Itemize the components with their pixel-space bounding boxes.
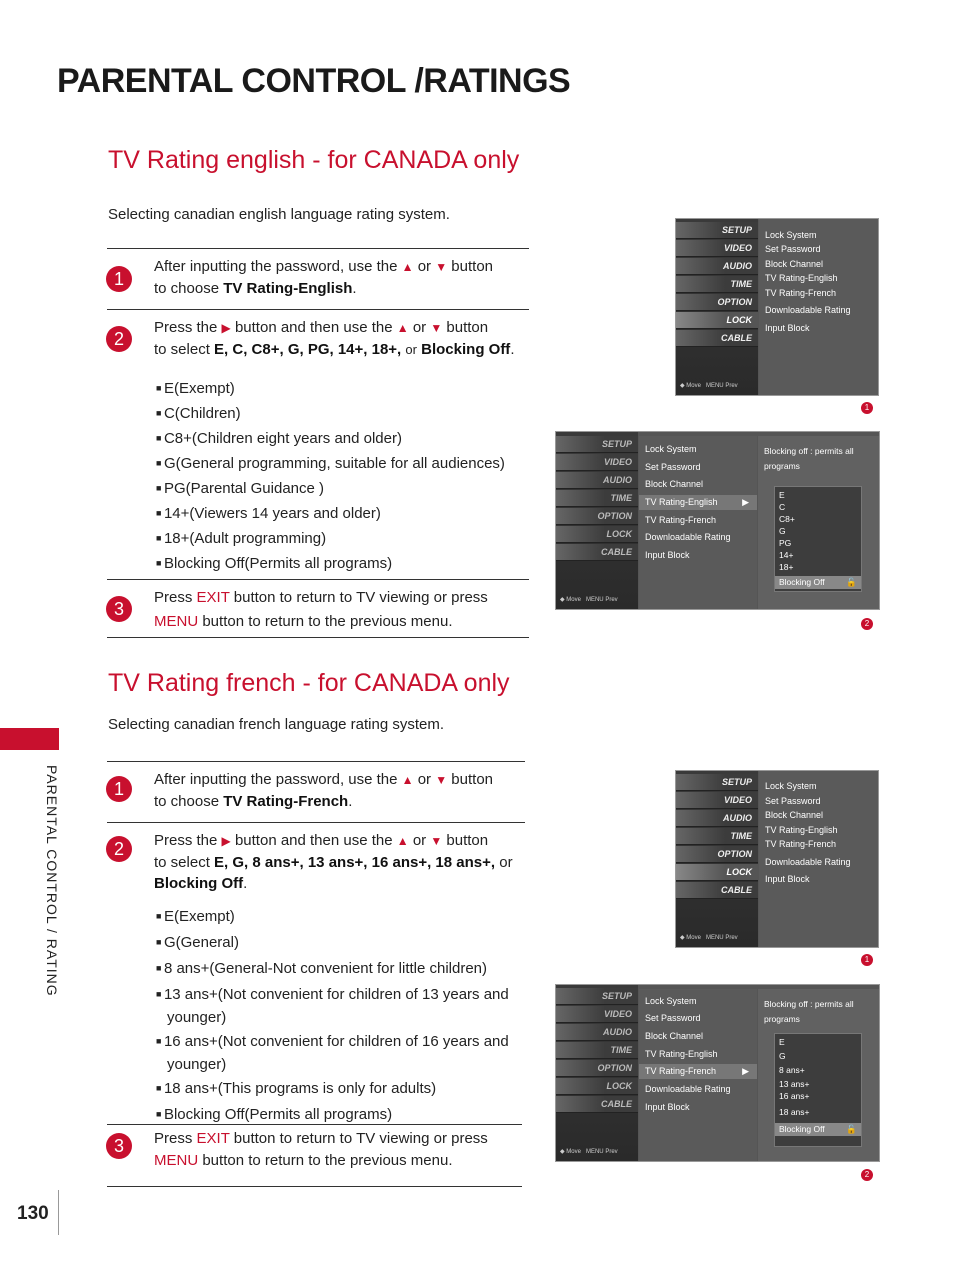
step-1-badge: 1 [106, 266, 132, 292]
rating-option[interactable]: E [779, 1037, 785, 1047]
submenu-item[interactable]: Lock System [765, 781, 817, 791]
submenu-item[interactable]: Block Channel [645, 479, 704, 489]
submenu-item[interactable]: Block Channel [765, 810, 824, 820]
english-step-1-text: After inputting the password, use the ▲ or ▼ button to choose TV Rating-English. [154, 258, 494, 297]
arrow-right-icon: ▶ [742, 497, 749, 507]
menu-item-audio[interactable]: AUDIO [556, 1024, 638, 1041]
submenu-item[interactable]: Lock System [645, 996, 697, 1006]
french-rating-list [156, 906, 516, 1127]
page-number: 130 [17, 1203, 49, 1224]
section-tab [0, 728, 59, 750]
blocking-note: Blocking off : permits all programs [764, 999, 854, 1024]
menu-item-cable[interactable]: CABLE [676, 330, 758, 347]
lock-submenu [639, 989, 757, 1161]
side-label: PARENTAL CONTROL / RATING [44, 765, 60, 997]
menu-footer: ◆ Move MENU Prev [560, 1149, 618, 1155]
lock-submenu [759, 771, 878, 947]
menu-item-time[interactable]: TIME [676, 276, 758, 293]
list-item: ■ G(General programming, suitable for all audiences) [156, 452, 505, 477]
menu-item-time[interactable]: TIME [676, 828, 758, 845]
english-rating-options [774, 486, 862, 592]
english-step-2-text: Press the ▶ button and then use the ▲ or ▼ button to select E, C, C8+, G, PG, 14+, 18+, or Blocking Off. [154, 319, 515, 358]
step-3-badge: 3 [106, 1133, 132, 1159]
list-item: ■ E(Exempt) [156, 906, 516, 929]
divider [107, 579, 529, 580]
menu-item-setup[interactable]: SETUP [676, 222, 758, 239]
rating-option[interactable]: 8 ans+ [779, 1065, 805, 1075]
blocking-note: Blocking off : permits all programs [764, 446, 854, 471]
submenu-item[interactable]: Block Channel [645, 1031, 704, 1041]
step-2-badge: 2 [106, 326, 132, 352]
menu-item-option[interactable]: OPTION [676, 294, 758, 311]
step-2-badge: 2 [106, 836, 132, 862]
french-section-subtitle: Selecting canadian french language rating system. [108, 716, 445, 733]
list-item: ■ PG(Parental Guidance ) [156, 477, 505, 502]
blocking-off-option[interactable]: Blocking Off 🔓 [775, 1123, 861, 1136]
menu-item-video[interactable]: VIDEO [556, 1006, 638, 1023]
english-section-subtitle: Selecting canadian english language rating system. [108, 206, 450, 223]
menu-item-option[interactable]: OPTION [676, 846, 758, 863]
figure-badge: 1 [861, 402, 873, 414]
menu-item-setup[interactable]: SETUP [556, 436, 638, 453]
lock-icon: 🔓 [846, 577, 857, 587]
menu-footer: ◆ Move MENU Prev [680, 383, 738, 389]
tv-menu-screen-english-2 [555, 431, 880, 610]
menu-item-video[interactable]: VIDEO [556, 454, 638, 471]
rating-option[interactable]: E [779, 490, 785, 500]
arrow-right-icon: ▶ [742, 1066, 749, 1076]
rating-option[interactable]: 16 ans+ [779, 1091, 810, 1101]
tv-menu-screen-french-2 [555, 984, 880, 1162]
rating-option[interactable]: 13 ans+ [779, 1079, 810, 1089]
lock-submenu [759, 219, 878, 395]
blocking-off-option[interactable]: Blocking Off 🔓 [775, 576, 861, 589]
submenu-item[interactable]: Lock System [645, 444, 697, 454]
list-item: ■ 14+(Viewers 14 years and older) [156, 502, 505, 527]
menu-item-option[interactable]: OPTION [556, 508, 638, 525]
step-1-badge: 1 [106, 776, 132, 802]
rating-panel [758, 436, 879, 609]
rating-option[interactable]: 14+ [779, 550, 794, 560]
rating-option[interactable]: G [779, 526, 786, 536]
submenu-item-selected[interactable]: TV Rating-English ▶ [639, 495, 757, 510]
french-section-title: TV Rating french - for CANADA only [108, 669, 510, 697]
list-item: ■ 8 ans+(General-Not convenient for little children) [156, 958, 516, 981]
submenu-item[interactable]: TV Rating-English [645, 1049, 718, 1059]
page-title: PARENTAL CONTROL /RATINGS [57, 62, 571, 100]
main-menu [556, 985, 638, 1161]
french-step-2-text: Press the ▶ button and then use the ▲ or ▼ button to select E, G, 8 ans+, 13 ans+, 16 ans+, 18 ans+, or Blocking Off. [154, 832, 513, 892]
list-item: ■ Blocking Off(Permits all programs) [156, 1104, 516, 1127]
submenu-item[interactable]: Downloadable Rating [645, 532, 731, 542]
list-item: ■ C(Children) [156, 402, 505, 427]
list-item: ■ 18 ans+(This programs is only for adults) [156, 1078, 516, 1101]
divider [107, 309, 529, 310]
submenu-item[interactable]: Downloadable Rating [645, 1084, 731, 1094]
tv-menu-screen-french-1 [675, 770, 879, 948]
submenu-item[interactable]: Downloadable Rating [765, 857, 851, 867]
rating-option[interactable]: G [779, 1051, 786, 1061]
rating-panel [758, 989, 879, 1161]
list-item: ■ 18+(Adult programming) [156, 527, 505, 552]
menu-item-setup[interactable]: SETUP [676, 774, 758, 791]
submenu-item[interactable]: Set Password [645, 1013, 701, 1023]
list-item: ■ Blocking Off(Permits all programs) [156, 552, 505, 577]
submenu-item[interactable]: TV Rating-English [765, 825, 838, 835]
french-step-3-text: Press EXIT button to return to TV viewing or press MENU button to return to the previous menu. [154, 1130, 488, 1169]
submenu-item[interactable]: Input Block [645, 550, 690, 560]
rating-option[interactable]: PG [779, 538, 792, 548]
divider [107, 248, 529, 249]
menu-item-cable[interactable]: CABLE [676, 882, 758, 899]
menu-item-cable[interactable]: CABLE [556, 544, 638, 561]
figure-badge: 2 [861, 618, 873, 630]
lock-submenu [639, 436, 757, 609]
french-rating-options [774, 1033, 862, 1147]
menu-item-time[interactable]: TIME [556, 1042, 638, 1059]
main-menu [556, 432, 638, 609]
submenu-item[interactable]: Downloadable Rating [765, 305, 851, 315]
submenu-item[interactable]: TV Rating-French [765, 288, 837, 298]
figure-badge: 2 [861, 1169, 873, 1181]
rating-option[interactable]: C8+ [779, 514, 795, 524]
rating-option[interactable]: 18+ [779, 562, 794, 572]
menu-item-audio[interactable]: AUDIO [676, 810, 758, 827]
divider [107, 1124, 522, 1125]
submenu-item[interactable]: Input Block [765, 874, 810, 884]
divider [58, 1190, 59, 1235]
submenu-item[interactable]: Lock System [765, 230, 817, 240]
submenu-item[interactable]: Block Channel [765, 259, 824, 269]
menu-item-lock[interactable]: LOCK [556, 1078, 638, 1095]
list-item: ■ E(Exempt) [156, 377, 505, 402]
divider [107, 1186, 522, 1187]
submenu-item[interactable]: TV Rating-French [645, 515, 717, 525]
tv-menu-screen-english-1 [675, 218, 879, 396]
divider [107, 761, 525, 762]
submenu-item[interactable]: Set Password [645, 462, 701, 472]
menu-footer: ◆ Move MENU Prev [560, 597, 618, 603]
rating-option[interactable]: 18 ans+ [779, 1107, 810, 1117]
submenu-item[interactable]: Input Block [765, 323, 810, 333]
menu-item-lock[interactable]: LOCK [676, 312, 758, 329]
list-item: ■ 16 ans+(Not convenient for children of 16 years and younger) [156, 1031, 516, 1075]
divider [107, 822, 525, 823]
french-step-1-text: After inputting the password, use the ▲ or ▼ button to choose TV Rating-French. [154, 771, 494, 810]
submenu-item[interactable]: Input Block [645, 1102, 690, 1112]
menu-item-audio[interactable]: AUDIO [676, 258, 758, 275]
menu-footer: ◆ Move MENU Prev [680, 935, 738, 941]
lock-icon: 🔓 [846, 1124, 857, 1134]
figure-badge: 1 [861, 954, 873, 966]
menu-item-cable[interactable]: CABLE [556, 1096, 638, 1113]
menu-item-audio[interactable]: AUDIO [556, 472, 638, 489]
submenu-item[interactable]: TV Rating-French [765, 839, 837, 849]
menu-item-lock[interactable]: LOCK [556, 526, 638, 543]
main-menu [676, 771, 758, 947]
list-item: ■ C8+(Children eight years and older) [156, 427, 505, 452]
english-step-3-text: Press EXIT button to return to TV viewing or press MENU button to return to the previous menu. [154, 589, 488, 630]
submenu-item-selected[interactable]: TV Rating-French ▶ [639, 1064, 757, 1079]
english-rating-list [156, 377, 505, 577]
list-item: ■ 13 ans+(Not convenient for children of 13 years and younger) [156, 984, 516, 1028]
english-section-title: TV Rating english - for CANADA only [108, 146, 520, 174]
menu-item-video[interactable]: VIDEO [676, 240, 758, 257]
rating-option[interactable]: C [779, 502, 786, 512]
menu-item-option[interactable]: OPTION [556, 1060, 638, 1077]
menu-item-time[interactable]: TIME [556, 490, 638, 507]
menu-item-video[interactable]: VIDEO [676, 792, 758, 809]
list-item: ■ G(General) [156, 932, 516, 955]
step-3-badge: 3 [106, 596, 132, 622]
submenu-item[interactable]: Set Password [765, 796, 821, 806]
menu-item-setup[interactable]: SETUP [556, 988, 638, 1005]
menu-item-lock[interactable]: LOCK [676, 864, 758, 881]
submenu-item[interactable]: Set Password [765, 244, 821, 254]
divider [107, 637, 529, 638]
submenu-item[interactable]: TV Rating-English [765, 273, 838, 283]
main-menu [676, 219, 758, 395]
